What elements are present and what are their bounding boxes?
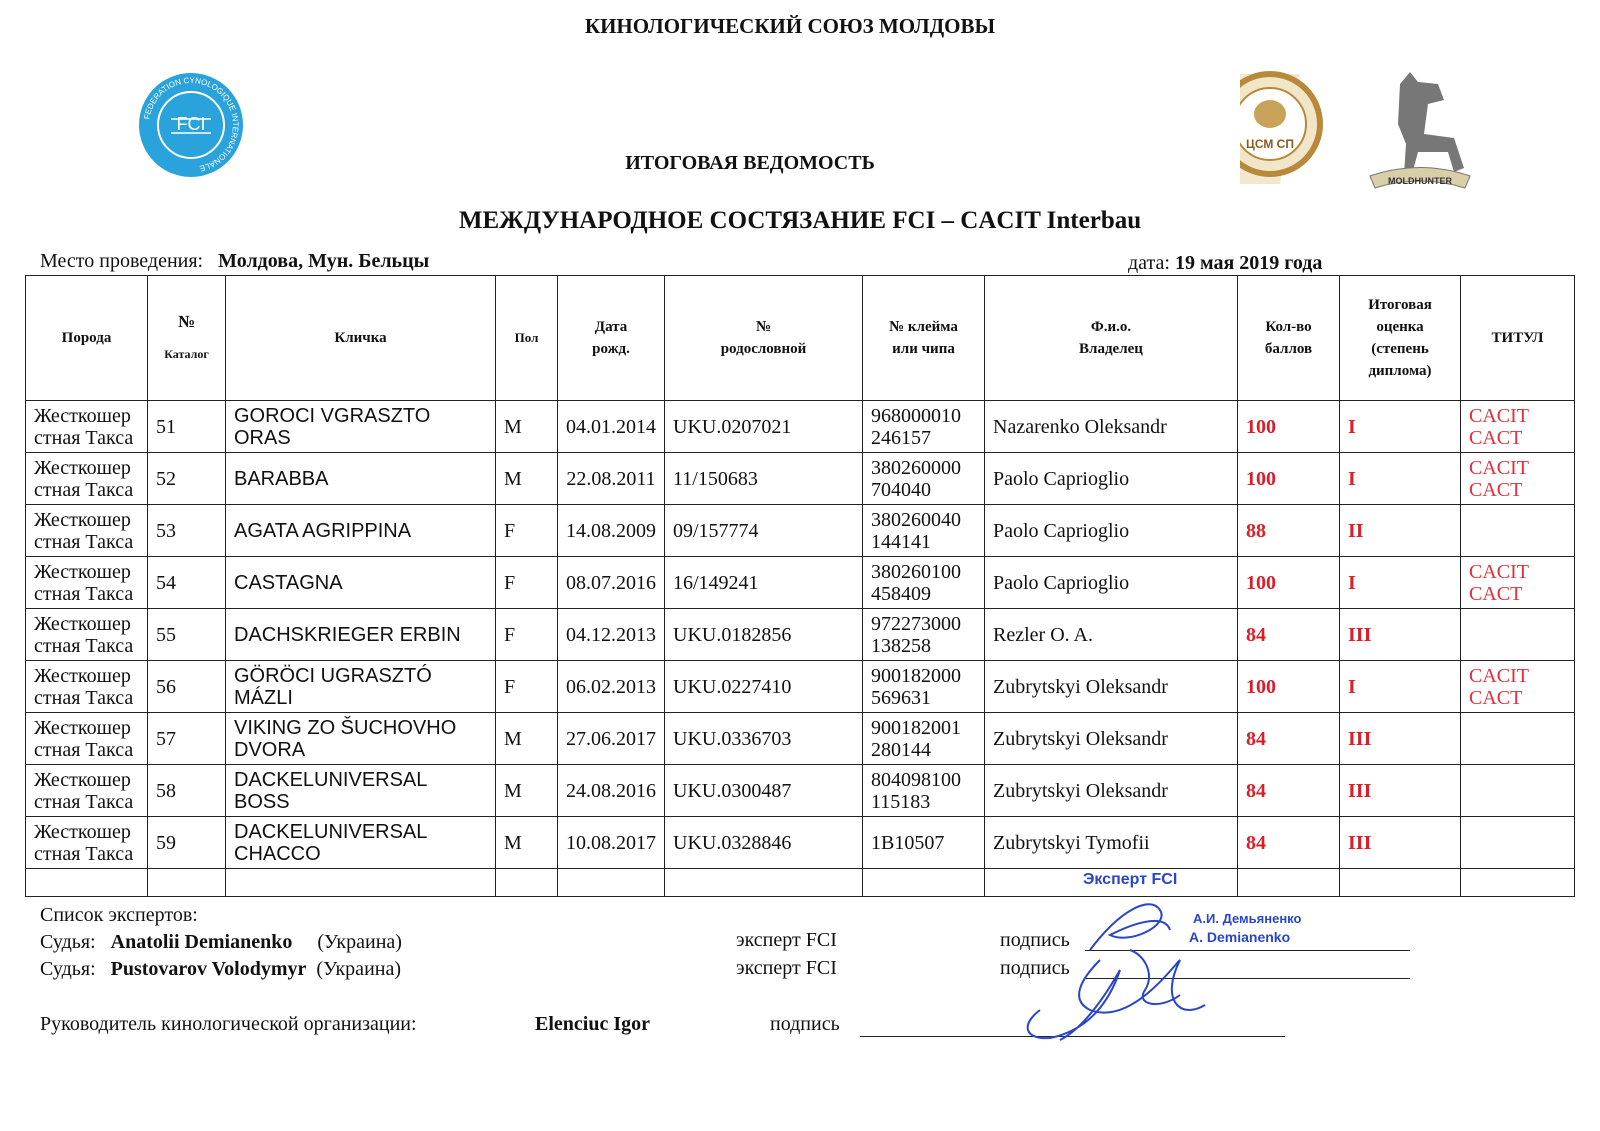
judge-2-name: Pustovarov Volodymyr <box>110 958 307 980</box>
cell-grade: III <box>1340 713 1461 765</box>
cell-title: CACIT CACT <box>1461 661 1575 713</box>
cell-catalog: 54 <box>148 557 226 609</box>
empty-cell <box>1461 869 1575 897</box>
cell-sex: M <box>496 817 558 869</box>
cell-chip: 1B10507 <box>863 817 985 869</box>
cell-sex: M <box>496 765 558 817</box>
cell-catalog: 56 <box>148 661 226 713</box>
cell-points: 84 <box>1238 609 1340 661</box>
empty-cell <box>863 869 985 897</box>
cell-pedigree: UKU.0300487 <box>665 765 863 817</box>
cell-sex: F <box>496 557 558 609</box>
cell-pedigree: UKU.0336703 <box>665 713 863 765</box>
cell-owner: Nazarenko Oleksandr <box>985 401 1238 453</box>
cell-pedigree: 11/150683 <box>665 453 863 505</box>
cell-grade: I <box>1340 401 1461 453</box>
cell-points: 84 <box>1238 713 1340 765</box>
cell-owner: Zubrytskyi Oleksandr <box>985 661 1238 713</box>
cell-birth: 04.12.2013 <box>558 609 665 661</box>
cell-birth: 14.08.2009 <box>558 505 665 557</box>
experts-list-label: Список экспертов: <box>40 904 198 926</box>
cell-birth: 06.02.2013 <box>558 661 665 713</box>
sign-label-2: подпись <box>1000 957 1070 979</box>
cell-birth: 22.08.2011 <box>558 453 665 505</box>
cell-title: CACIT CACT <box>1461 401 1575 453</box>
cell-breed: Жесткошер стная Такса <box>26 817 148 869</box>
stamp-line-3: A. Demianenko <box>1189 929 1291 945</box>
empty-cell <box>665 869 863 897</box>
venue-value: Молдова, Мун. Бельцы <box>218 250 430 272</box>
table-row <box>26 453 1575 505</box>
experts-block <box>40 902 402 983</box>
cell-catalog: 59 <box>148 817 226 869</box>
col-chip: № клейма или чипа <box>863 276 985 401</box>
cell-grade: I <box>1340 557 1461 609</box>
cell-catalog: 53 <box>148 505 226 557</box>
date-label: дата: <box>1128 252 1170 274</box>
cell-sex: M <box>496 401 558 453</box>
cell-owner: Paolo Caprioglio <box>985 505 1238 557</box>
cell-birth: 04.01.2014 <box>558 401 665 453</box>
table-row <box>26 713 1575 765</box>
cell-catalog: 58 <box>148 765 226 817</box>
cell-owner: Paolo Caprioglio <box>985 557 1238 609</box>
svg-text:FCI: FCI <box>176 114 206 134</box>
cell-name: CASTAGNA <box>226 557 496 609</box>
table-row <box>26 765 1575 817</box>
cell-name: DACHSKRIEGER ERBIN <box>226 609 496 661</box>
cell-breed: Жесткошер стная Такса <box>26 401 148 453</box>
empty-cell <box>496 869 558 897</box>
cell-name: DACKELUNIVERSAL BOSS <box>226 765 496 817</box>
judge-2: Судья: Pustovarov Volodymyr (Украина) <box>40 958 402 980</box>
col-catalog: № Каталог <box>148 276 226 401</box>
org-title: КИНОЛОГИЧЕСКИЙ СОЮЗ МОЛДОВЫ <box>584 14 996 38</box>
cell-points: 100 <box>1238 453 1340 505</box>
empty-cell <box>1238 869 1340 897</box>
cell-owner: Zubrytskyi Tymofii <box>985 817 1238 869</box>
empty-cell <box>148 869 226 897</box>
cell-points: 88 <box>1238 505 1340 557</box>
table-row <box>26 401 1575 453</box>
cell-breed: Жесткошер стная Такса <box>26 713 148 765</box>
cell-points: 84 <box>1238 817 1340 869</box>
empty-cell <box>26 869 148 897</box>
sign-label-3: подпись <box>770 1013 840 1035</box>
empty-cell <box>1340 869 1461 897</box>
svg-text:FEDERATION CYNOLOGIQUE INTERNA: FEDERATION CYNOLOGIQUE INTERNATIONALE <box>142 75 241 174</box>
cell-catalog: 52 <box>148 453 226 505</box>
empty-cell <box>226 869 496 897</box>
cell-breed: Жесткошер стная Такса <box>26 505 148 557</box>
cell-breed: Жесткошер стная Такса <box>26 765 148 817</box>
cell-chip: 968000010 246157 <box>863 401 985 453</box>
signature-scribbles <box>1010 890 1220 1050</box>
sheet-title: ИТОГОВАЯ ВЕДОМОСТЬ <box>625 152 875 174</box>
col-points: Кол-во баллов <box>1238 276 1340 401</box>
cell-chip: 380260000 704040 <box>863 453 985 505</box>
cell-points: 100 <box>1238 557 1340 609</box>
cell-sex: M <box>496 713 558 765</box>
cell-grade: III <box>1340 817 1461 869</box>
table-row <box>26 609 1575 661</box>
cell-breed: Жесткошер стная Такса <box>26 609 148 661</box>
cell-birth: 24.08.2016 <box>558 765 665 817</box>
col-grade: Итоговая оценка (степень диплома) <box>1340 276 1461 401</box>
cell-owner: Paolo Caprioglio <box>985 453 1238 505</box>
table-row <box>26 557 1575 609</box>
stamp-line-2: А.И. Демьяненко <box>1193 911 1302 926</box>
svg-text:ЦСМ СП: ЦСМ СП <box>1246 137 1294 151</box>
cell-name: GOROCI VGRASZTO ORAS <box>226 401 496 453</box>
cell-name: DACKELUNIVERSAL CHACCO <box>226 817 496 869</box>
col-title: ТИТУЛ <box>1461 276 1575 401</box>
cell-breed: Жесткошер стная Такса <box>26 557 148 609</box>
cell-owner: Zubrytskyi Oleksandr <box>985 713 1238 765</box>
cell-chip: 900182001 280144 <box>863 713 985 765</box>
cell-birth: 10.08.2017 <box>558 817 665 869</box>
cell-name: VIKING ZO ŠUCHOVHO DVORA <box>226 713 496 765</box>
cell-chip: 804098100 115183 <box>863 765 985 817</box>
cell-points: 100 <box>1238 401 1340 453</box>
venue <box>40 250 429 273</box>
head-label: Руководитель кинологической организации: <box>40 1013 417 1035</box>
cell-owner: Rezler O. A. <box>985 609 1238 661</box>
cell-title <box>1461 765 1575 817</box>
cell-name: BARABBA <box>226 453 496 505</box>
expert-fci-1: эксперт FCI <box>736 929 837 951</box>
cell-birth: 08.07.2016 <box>558 557 665 609</box>
cell-sex: F <box>496 505 558 557</box>
expert-fci-2: эксперт FCI <box>736 957 837 979</box>
venue-label: Место проведения: <box>40 250 204 272</box>
cell-pedigree: UKU.0328846 <box>665 817 863 869</box>
cell-pedigree: UKU.0227410 <box>665 661 863 713</box>
cell-chip: 972273000 138258 <box>863 609 985 661</box>
table-row-empty <box>26 869 1575 897</box>
cell-catalog: 57 <box>148 713 226 765</box>
cell-chip: 380260100 458409 <box>863 557 985 609</box>
cell-grade: I <box>1340 661 1461 713</box>
cell-title <box>1461 609 1575 661</box>
cell-title <box>1461 713 1575 765</box>
cell-title: CACIT CACT <box>1461 453 1575 505</box>
cell-grade: III <box>1340 765 1461 817</box>
cell-owner: Zubrytskyi Oleksandr <box>985 765 1238 817</box>
cell-pedigree: UKU.0182856 <box>665 609 863 661</box>
cell-title <box>1461 505 1575 557</box>
cell-name: AGATA AGRIPPINA <box>226 505 496 557</box>
cell-points: 100 <box>1238 661 1340 713</box>
col-birth: Дата рожд. <box>558 276 665 401</box>
cell-chip: 900182000 569631 <box>863 661 985 713</box>
cell-breed: Жесткошер стная Такса <box>26 661 148 713</box>
competition-title: МЕЖДУНАРОДНОЕ СОСТЯЗАНИЕ FCI – CACIT Interbau <box>458 207 1142 234</box>
cell-sex: F <box>496 609 558 661</box>
cell-pedigree: 09/157774 <box>665 505 863 557</box>
date-value: 19 мая 2019 года <box>1174 252 1323 274</box>
col-breed: Порода <box>26 276 148 401</box>
cell-catalog: 51 <box>148 401 226 453</box>
table-header-row <box>26 276 1575 401</box>
head-name: Elenciuc Igor <box>535 1013 650 1035</box>
cell-grade: III <box>1340 609 1461 661</box>
col-sex: Пол <box>496 276 558 401</box>
cell-points: 84 <box>1238 765 1340 817</box>
empty-cell <box>558 869 665 897</box>
col-name: Кличка <box>226 276 496 401</box>
table-row <box>26 661 1575 713</box>
col-pedigree: № родословной <box>665 276 863 401</box>
judge-1-name: Anatolii Demianenko <box>110 931 293 953</box>
sign-label-1: подпись <box>1000 929 1070 951</box>
cell-name: GÖRÖCI UGRASZTÓ MÁZLI <box>226 661 496 713</box>
cell-pedigree: UKU.0207021 <box>665 401 863 453</box>
cell-pedigree: 16/149241 <box>665 557 863 609</box>
event-date <box>1128 252 1322 275</box>
cell-title: CACIT CACT <box>1461 557 1575 609</box>
table-row <box>26 505 1575 557</box>
judge-1: Судья: Anatolii Demianenko (Украина) <box>40 931 402 953</box>
stamp-line-1: Эксперт FCI <box>1083 871 1178 888</box>
cell-grade: II <box>1340 505 1461 557</box>
cell-breed: Жесткошер стная Такса <box>26 453 148 505</box>
svg-text:MOLDHUNTER: MOLDHUNTER <box>1388 176 1452 186</box>
cell-title <box>1461 817 1575 869</box>
col-owner: Ф.и.о. Владелец <box>985 276 1238 401</box>
cell-catalog: 55 <box>148 609 226 661</box>
cell-chip: 380260040 144141 <box>863 505 985 557</box>
table-row <box>26 817 1575 869</box>
results-table <box>25 275 1575 897</box>
cell-grade: I <box>1340 453 1461 505</box>
cell-sex: F <box>496 661 558 713</box>
cell-sex: M <box>496 453 558 505</box>
cell-birth: 27.06.2017 <box>558 713 665 765</box>
